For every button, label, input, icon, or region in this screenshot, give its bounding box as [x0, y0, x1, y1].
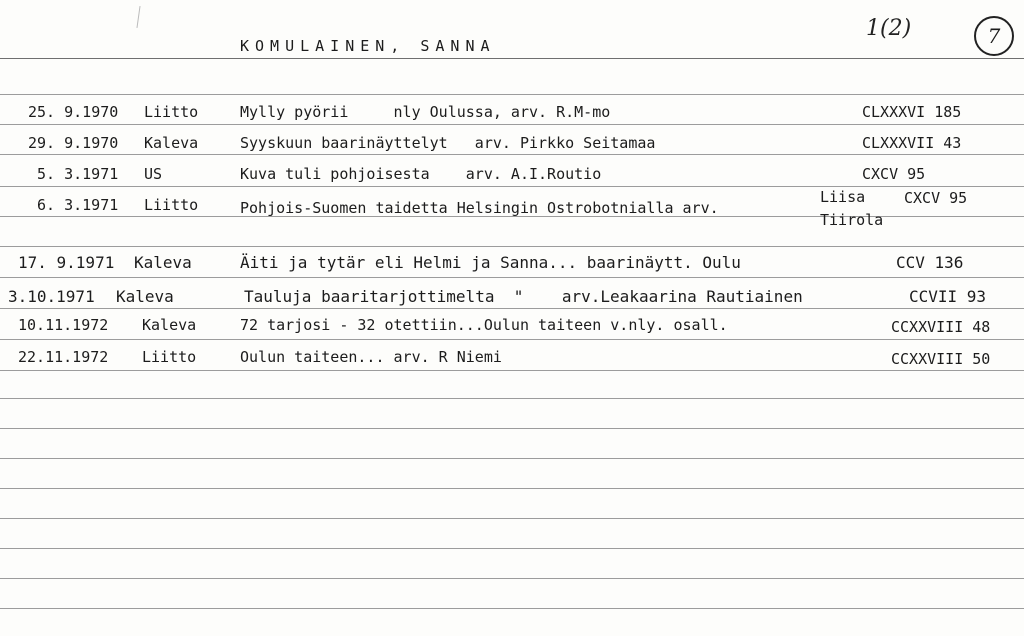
- entry-date: 22.11.1972: [18, 348, 109, 366]
- entry-paper: Kaleva: [134, 253, 192, 272]
- circled-number-text: 7: [987, 24, 1001, 48]
- entry-description: Syyskuun baarinäyttelyt arv. Pirkko Seitamaa: [240, 134, 656, 152]
- ruled-line: [0, 518, 1024, 519]
- ruled-line: [0, 308, 1024, 309]
- ruled-line: [0, 578, 1024, 579]
- header-rule: [0, 58, 1024, 59]
- entry-code: CCVII 93: [909, 287, 987, 306]
- ruled-line: [0, 458, 1024, 459]
- ruled-line: [0, 277, 1024, 278]
- card-title: KOMULAINEN, SANNA: [240, 37, 496, 55]
- entry-code: CLXXXVII 43: [862, 134, 962, 152]
- entry-description: Oulun taiteen... arv. R Niemi: [240, 348, 502, 366]
- entry-description-first-name: Liisa: [820, 188, 866, 206]
- entry-code: CCXXVIII 48: [891, 318, 991, 336]
- entry-code: CCXXVIII 50: [891, 350, 991, 368]
- entry-paper: Kaleva: [142, 316, 197, 334]
- entry-description-last-name: Tiirola: [820, 211, 884, 229]
- ruled-line: [0, 186, 1024, 187]
- entry-code: CCV 136: [896, 253, 964, 272]
- entry-code: CXCV 95: [862, 165, 926, 183]
- handwritten-page-ref: 1(2): [866, 16, 912, 41]
- entry-date: 25. 9.1970: [28, 103, 119, 121]
- entry-paper: Liitto: [144, 103, 199, 121]
- pencil-mark: [136, 6, 140, 28]
- entry-description: Pohjois-Suomen taidetta Helsingin Ostrobotnialla arv.: [240, 199, 719, 217]
- ruled-line: [0, 246, 1024, 247]
- entry-paper: US: [144, 165, 163, 183]
- ruled-line: [0, 124, 1024, 125]
- entry-date: 29. 9.1970: [28, 134, 119, 152]
- entry-paper: Liitto: [144, 196, 199, 214]
- entry-code: CXCV 95: [904, 189, 968, 207]
- ruled-line: [0, 608, 1024, 609]
- entry-paper: Kaleva: [116, 287, 174, 306]
- entry-date: 17. 9.1971: [18, 253, 115, 272]
- ruled-line: [0, 370, 1024, 371]
- entry-code: CLXXXVI 185: [862, 103, 962, 121]
- entry-description: 72 tarjosi - 32 otettiin...Oulun taiteen v.nly. osall.: [240, 316, 728, 334]
- entry-paper: Liitto: [142, 348, 197, 366]
- circled-number: [974, 16, 1014, 56]
- ruled-line: [0, 398, 1024, 399]
- ruled-line: [0, 339, 1024, 340]
- entry-date: 6. 3.1971: [37, 196, 119, 214]
- entry-date: 5. 3.1971: [37, 165, 119, 183]
- ruled-line: [0, 94, 1024, 95]
- entry-date: 10.11.1972: [18, 316, 109, 334]
- entry-description: Äiti ja tytär eli Helmi ja Sanna... baarinäytt. Oulu: [240, 253, 741, 272]
- ruled-line: [0, 154, 1024, 155]
- entry-paper: Kaleva: [144, 134, 199, 152]
- ruled-line: [0, 428, 1024, 429]
- ruled-line: [0, 488, 1024, 489]
- entry-date: 3.10.1971: [8, 287, 95, 306]
- entry-description: Mylly pyörii nly Oulussa, arv. R.M-mo: [240, 103, 611, 121]
- entry-description: Tauluja baaritarjottimelta " arv.Leakaarina Rautiainen: [244, 287, 803, 306]
- ruled-line: [0, 548, 1024, 549]
- entry-description: Kuva tuli pohjoisesta arv. A.I.Routio: [240, 165, 602, 183]
